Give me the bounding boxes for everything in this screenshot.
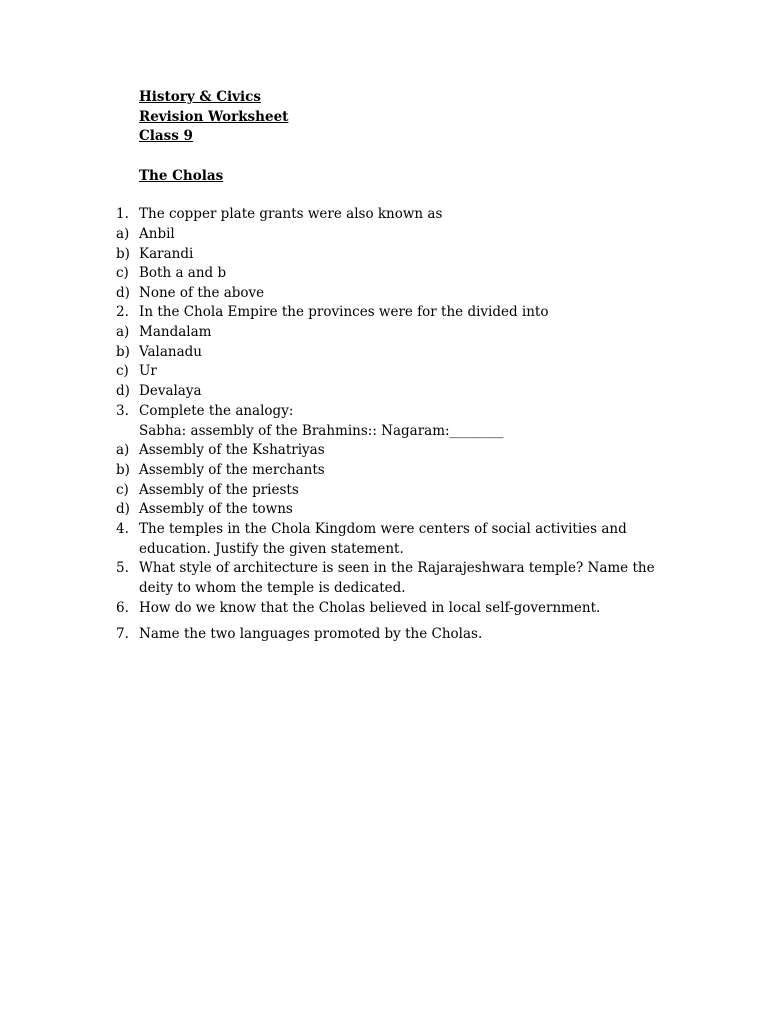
option-text: Assembly of the Kshatriyas — [139, 442, 325, 458]
option-text: Assembly of the merchants — [139, 462, 325, 478]
question-text: Complete the analogy: — [139, 403, 294, 419]
item-marker: b) — [116, 246, 130, 262]
option-1c — [116, 264, 676, 284]
question-text: How do we know that the Cholas believed in local self-government. — [139, 600, 601, 616]
item-marker: 6. — [116, 600, 129, 616]
option-3d — [116, 500, 676, 520]
option-text: Valanadu — [139, 344, 203, 360]
item-marker: 7. — [116, 626, 129, 642]
option-3b — [116, 461, 676, 481]
option-2c — [116, 362, 676, 382]
option-2b — [116, 343, 676, 363]
option-text: Ur — [139, 363, 157, 379]
item-marker: a) — [116, 226, 130, 242]
analogy-line — [116, 422, 676, 442]
option-1d — [116, 284, 676, 304]
question-text: What style of architecture is seen in the Rajarajeshwara temple? Name the deity to whom the temple is dedicated. — [139, 560, 655, 596]
question-text: In the Chola Empire the provinces were for the divided into — [139, 304, 549, 320]
question-7 — [116, 625, 676, 645]
question-6 — [116, 599, 676, 619]
worksheet-title: Revision Worksheet — [139, 109, 289, 125]
option-3a — [116, 441, 676, 461]
item-marker: d) — [116, 501, 130, 517]
option-text: Assembly of the priests — [139, 482, 299, 498]
question-5 — [116, 559, 676, 598]
class-label: Class 9 — [139, 128, 193, 144]
item-marker: 5. — [116, 560, 129, 576]
option-1a — [116, 225, 676, 245]
option-text: Assembly of the towns — [139, 501, 293, 517]
question-4 — [116, 520, 676, 559]
item-marker: b) — [116, 462, 130, 478]
analogy-text: Sabha: assembly of the Brahmins:: Nagaram:________ — [139, 423, 504, 439]
option-text: Karandi — [139, 246, 194, 262]
option-1b — [116, 245, 676, 265]
item-marker: 4. — [116, 521, 129, 537]
option-2d — [116, 382, 676, 402]
option-3c — [116, 481, 676, 501]
question-3 — [116, 402, 676, 422]
item-marker: a) — [116, 324, 130, 340]
option-2a — [116, 323, 676, 343]
item-marker: d) — [116, 383, 130, 399]
option-text: None of the above — [139, 285, 265, 301]
item-marker: 3. — [116, 403, 129, 419]
question-text: Name the two languages promoted by the Cholas. — [139, 626, 483, 642]
question-text: The copper plate grants were also known as — [139, 206, 443, 222]
subject-heading: History & Civics — [139, 89, 261, 105]
item-marker: 2. — [116, 304, 129, 320]
question-1 — [116, 205, 676, 225]
item-marker: 1. — [116, 206, 129, 222]
item-marker: a) — [116, 442, 130, 458]
topic-heading: The Cholas — [139, 168, 224, 184]
option-text: Mandalam — [139, 324, 212, 340]
question-2 — [116, 303, 676, 323]
question-text: The temples in the Chola Kingdom were centers of social activities and education. Justify the given statement. — [139, 521, 627, 557]
option-text: Devalaya — [139, 383, 202, 399]
item-marker: c) — [116, 265, 129, 281]
item-marker: c) — [116, 363, 129, 379]
item-marker: d) — [116, 285, 130, 301]
option-text: Anbil — [139, 226, 175, 242]
option-text: Both a and b — [139, 265, 227, 281]
item-marker: c) — [116, 482, 129, 498]
item-marker: b) — [116, 344, 130, 360]
